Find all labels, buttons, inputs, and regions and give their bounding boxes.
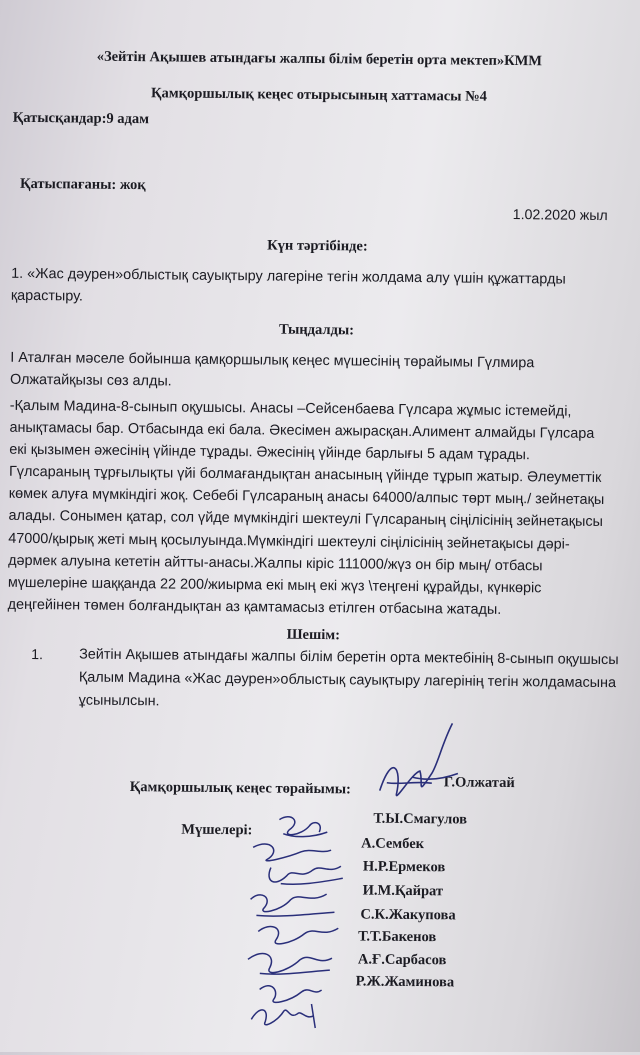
- member-name: Р.Ж.Жаминова: [355, 973, 455, 991]
- member-name: Т.Т.Бакенов: [358, 928, 437, 946]
- decision-number: 1.: [31, 647, 44, 664]
- member-name: А.Сембек: [361, 835, 425, 853]
- member-name: С.К.Жакупова: [360, 906, 456, 924]
- absent: Қатыспағаны: жоқ: [19, 175, 146, 194]
- member-name: А.Ғ.Сарбасов: [357, 951, 447, 969]
- chair-signature: [372, 713, 463, 809]
- decision-text: Зейтін Ақышев атындағы жалпы білім беретін орта мектебінің 8-сынып оқушысы Қалым Мадина «Жас дәурен»облыстық сауықтыру лагерінің тегін жолдамасына ұсынылсын.: [78, 646, 619, 710]
- org-title: «Зейтін Ақышев атындағы жалпы білім беретін орта мектеп»КММ: [96, 48, 543, 70]
- chair-name: Г.Олжатай: [443, 774, 515, 792]
- agenda-heading: Күн тәртібінде:: [267, 237, 368, 255]
- heard-heading: Тыңдалды:: [278, 321, 355, 339]
- member-name: Т.Ы.Смагулов: [373, 810, 468, 828]
- participants: Қатысқандар:9 адам: [12, 109, 150, 128]
- document-date: 1.02.2020 жыл: [512, 207, 608, 225]
- chair-label: Қамқоршылық кеңес төрайымы:: [129, 779, 351, 798]
- member-name: Н.Р.Ермеков: [362, 858, 446, 876]
- member-name: И.М.Қайрат: [362, 882, 444, 900]
- decision-heading: Шешім:: [286, 626, 341, 644]
- heard-body: -Қалым Мадина-8-сынып оқушысы. Анасы –Сейсенбаева Гүлсара жұмыс істемейді, анықтамасы бар. Отбасында екі бала. Әкесімен ажырасқан.Алимент алмайды Гүлсара екі қызымен әжесінің үйінде тұрады. Әжесінің үйінде барлығы 5 адам тұрады. Гүлсараның тұрғылықты үйі болмағандықтан анасының үйінде тұрып жатыр. Әлеуметтік көмек алуға мүмкіндігі жоқ. Себебі Гүлсараның анасы 64000/алпыс төрт мың./ зейнетақы алады. Сонымен қатар, сол үйде мүмкіндігі шектеулі Гүлсараның сіңілісінің зейнетақысы 47000/қырық жеті мың қосылуында.Мүмкіндігі шектеулі сіңілісінің зейнетақысы дәрі-дәрмек алуына кететін айтты-анасы.Жалпы кіріс 111000/жүз он бір мың/ отбасы мүшелеріне шаққанда 22 200/жиырма екі мың екі жүз \теңгені құрайды, күнкөріс деңгейінен төмен болғандықтан аз қамтамасыз етілген отбасына жатады.: [7, 397, 605, 618]
- heard-intro: I Аталған мәселе бойынша қамқоршылық кеңес мүшесінің төрайымы Гүлмира Олжатайқызы сөз алды.: [9, 349, 535, 390]
- protocol-title: Қамқоршылық кеңес отырысының хаттамасы №4: [150, 85, 488, 105]
- agenda-item: 1. «Жас дәурен»облыстық сауықтыру лагеріне тегін жолдама алу үшін құжаттарды қарастыру.: [10, 265, 566, 305]
- member-signatures: [229, 807, 371, 1033]
- members-label: Мүшелері:: [181, 821, 253, 839]
